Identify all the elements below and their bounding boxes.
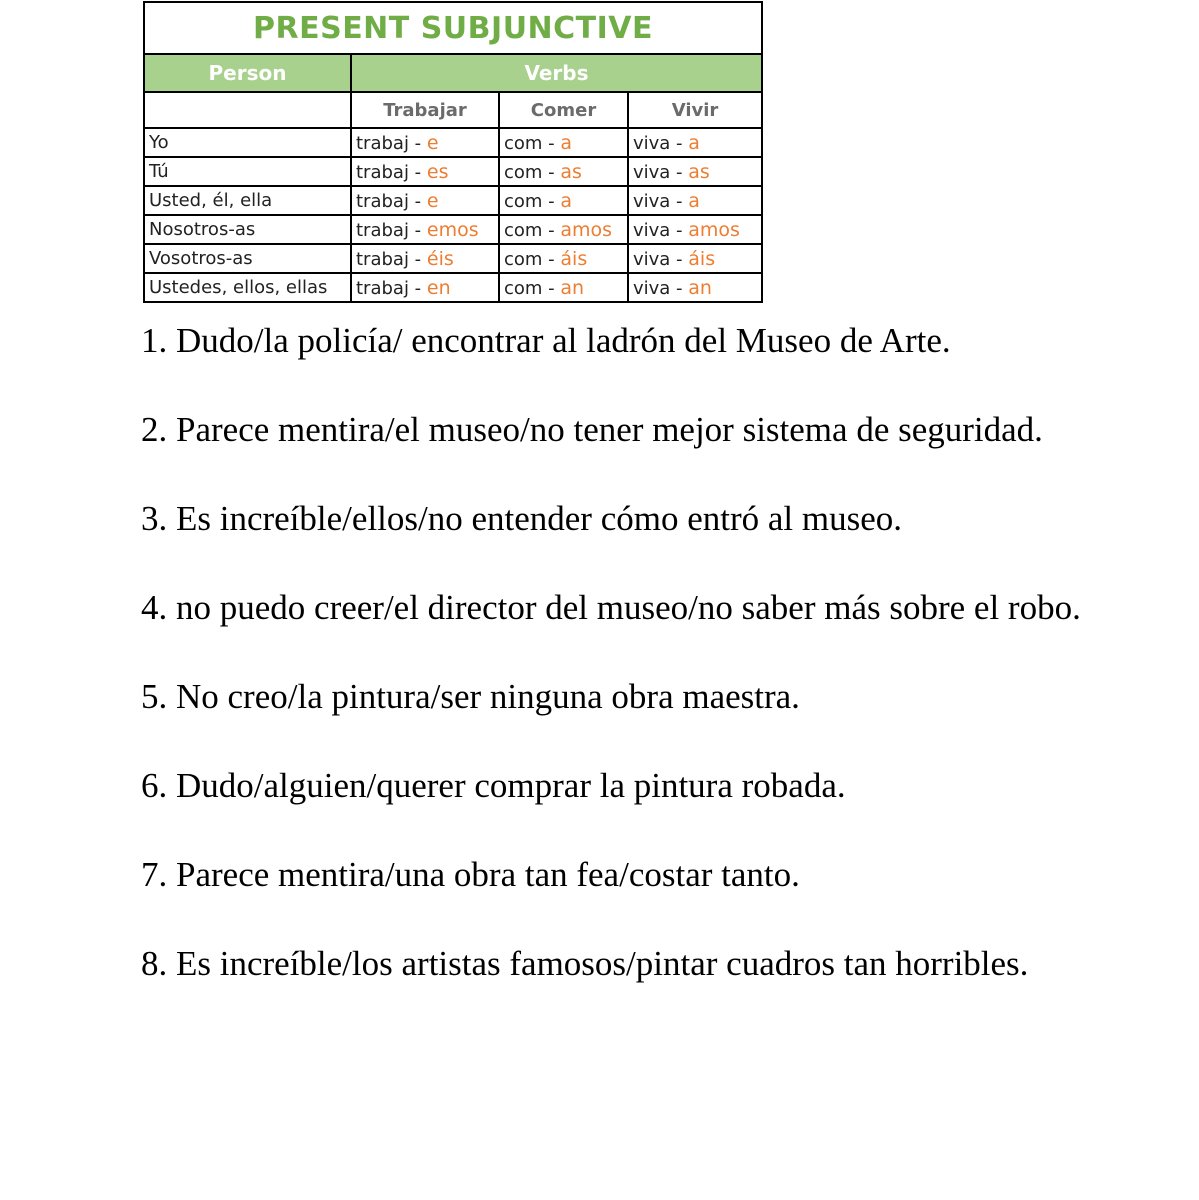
verb-ending: amos (560, 218, 613, 241)
verb-stem: viva - (633, 219, 689, 241)
conjugation-rows (144, 128, 762, 302)
verb-stem: com - (504, 132, 561, 154)
header-person: Person (144, 54, 351, 92)
person-cell: Vosotros-as (144, 244, 351, 273)
conjugation-cell-trabajar (351, 157, 499, 186)
exercise-item-7: 7. Parece mentira/una obra tan fea/costar tanto. (141, 855, 800, 894)
exercise-item-6: 6. Dudo/alguien/querer comprar la pintura robada. (141, 766, 846, 805)
header-verbs: Verbs (351, 54, 762, 92)
conjugation-cell-vivir (628, 186, 762, 215)
table-row-usted (144, 186, 762, 215)
empty-person-cell (144, 92, 351, 128)
verb-vivir: Vivir (628, 92, 762, 128)
conjugation-cell-vivir (628, 215, 762, 244)
exercise-item-8: 8. Es increíble/los artistas famosos/pintar cuadros tan horribles. (141, 944, 1029, 983)
verb-ending: a (688, 189, 700, 212)
verb-comer: Comer (499, 92, 628, 128)
table-title: PRESENT SUBJUNCTIVE (144, 2, 762, 54)
verb-ending: e (426, 189, 439, 212)
verb-ending: e (426, 131, 439, 154)
verb-ending: a (560, 189, 573, 212)
verb-stem: com - (504, 219, 561, 241)
conjugation-cell-trabajar (351, 128, 499, 157)
exercise-list (141, 318, 1171, 1030)
verb-ending: amos (688, 218, 740, 241)
verb-ending: áis (688, 247, 716, 270)
verb-stem: trabaj - (356, 161, 427, 183)
conjugation-cell-vivir (628, 128, 762, 157)
table-row-ustedes (144, 273, 762, 302)
verb-stem: trabaj - (356, 132, 427, 154)
verb-ending: es (426, 160, 449, 183)
verb-stem: trabaj - (356, 190, 427, 212)
verb-stem: com - (504, 248, 561, 270)
person-cell: Yo (144, 128, 351, 157)
verb-stem: trabaj - (356, 219, 427, 241)
table-row-yo (144, 128, 762, 157)
verb-trabajar: Trabajar (351, 92, 499, 128)
exercise-item-4: 4. no puedo creer/el director del museo/no saber más sobre el robo. (141, 588, 1081, 627)
verb-ending: a (688, 131, 700, 154)
verb-ending: en (426, 276, 451, 299)
conjugation-cell-comer (499, 273, 628, 302)
person-cell: Nosotros-as (144, 215, 351, 244)
conjugation-cell-vivir (628, 157, 762, 186)
verb-stem: viva - (633, 161, 689, 183)
exercise-item-3: 3. Es increíble/ellos/no entender cómo entró al museo. (141, 499, 903, 538)
verb-ending: éis (426, 247, 454, 270)
verb-ending: emos (426, 218, 479, 241)
conjugation-cell-trabajar (351, 186, 499, 215)
verb-stem: trabaj - (356, 277, 427, 299)
table-row-nosotros (144, 215, 762, 244)
table-row-vosotros (144, 244, 762, 273)
conjugation-cell-comer (499, 128, 628, 157)
conjugation-table-container (143, 1, 761, 303)
verb-stem: com - (504, 190, 561, 212)
conjugation-cell-trabajar (351, 273, 499, 302)
person-cell: Ustedes, ellos, ellas (144, 273, 351, 302)
verb-stem: trabaj - (356, 248, 427, 270)
verb-stem: viva - (633, 190, 689, 212)
conjugation-cell-vivir (628, 273, 762, 302)
exercise-item-2: 2. Parece mentira/el museo/no tener mejor sistema de seguridad. (141, 410, 1043, 449)
verb-ending: a (560, 131, 573, 154)
person-cell: Tú (144, 157, 351, 186)
conjugation-cell-comer (499, 215, 628, 244)
verb-stem: viva - (633, 248, 689, 270)
person-cell: Usted, él, ella (144, 186, 351, 215)
exercise-item-5: 5. No creo/la pintura/ser ninguna obra maestra. (141, 677, 800, 716)
conjugation-cell-vivir (628, 244, 762, 273)
conjugation-cell-comer (499, 186, 628, 215)
verb-ending: áis (560, 247, 588, 270)
conjugation-cell-comer (499, 157, 628, 186)
verb-stem: viva - (633, 277, 689, 299)
verb-ending: an (560, 276, 585, 299)
verb-stem: viva - (633, 132, 689, 154)
verb-ending: as (688, 160, 710, 183)
conjugation-cell-trabajar (351, 244, 499, 273)
verb-ending: an (688, 276, 712, 299)
conjugation-cell-trabajar (351, 215, 499, 244)
exercise-item-1: 1. Dudo/la policía/ encontrar al ladrón del Museo de Arte. (141, 321, 951, 360)
verb-ending: as (560, 160, 582, 183)
present-subjunctive-table (143, 1, 763, 303)
table-row-tu (144, 157, 762, 186)
verb-stem: com - (504, 277, 561, 299)
conjugation-cell-comer (499, 244, 628, 273)
verb-stem: com - (504, 161, 561, 183)
